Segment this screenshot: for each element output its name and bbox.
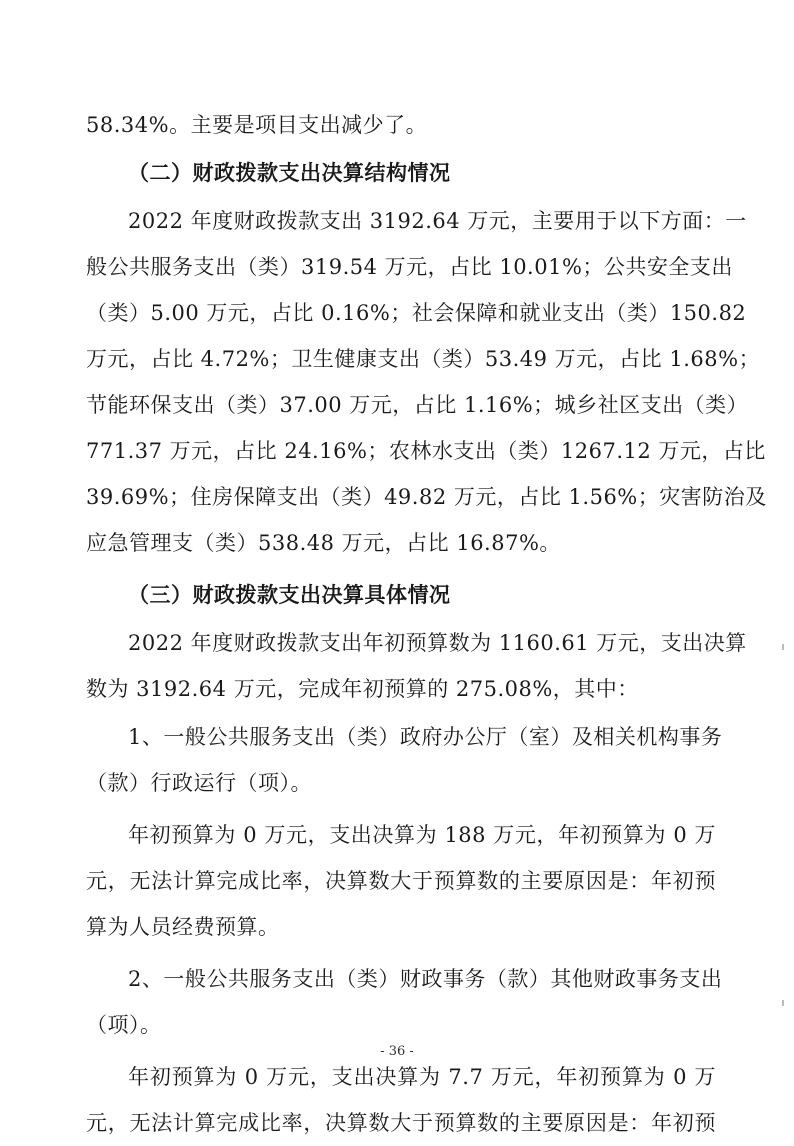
item-heading-line: （款）行政运行（项）。 [86,771,312,795]
paragraph-line: 数为 3192.64 万元，完成年初预算的 275.08%，其中： [86,677,639,701]
section-heading-structure: （二）财政拨款支出决算结构情况 [128,161,451,185]
paragraph-line: 2022 年度财政拨款支出 3192.64 万元，主要用于以下方面：一 [128,209,747,233]
paragraph-line: 元，无法计算完成比率，决算数大于预算数的主要原因是：年初预 [86,1111,716,1135]
paragraph-line: 应急管理支（类）538.48 万元，占比 16.87%。 [86,531,561,555]
section-heading-detail: （三）财政拨款支出决算具体情况 [128,583,451,607]
item-heading-line: 1、一般公共服务支出（类）政府办公厅（室）及相关机构事务 [128,725,723,749]
paragraph-line: 般公共服务支出（类）319.54 万元，占比 10.01%；公共安全支出 [86,255,733,279]
paragraph-line: 39.69%；住房保障支出（类）49.82 万元，占比 1.56%；灾害防治及 [86,485,767,509]
scan-speck [782,644,784,650]
paragraph-line: 万元，占比 4.72%；卫生健康支出（类）53.49 万元，占比 1.68%； [86,347,761,371]
paragraph-line: 节能环保支出（类）37.00 万元，占比 1.16%；城乡社区支出（类） [86,393,749,417]
paragraph-line: （类）5.00 万元，占比 0.16%；社会保障和就业支出（类）150.82 [86,301,747,325]
paragraph-line: 2022 年度财政拨款支出年初预算数为 1160.61 万元，支出决算 [128,631,747,655]
paragraph-line: 元，无法计算完成比率，决算数大于预算数的主要原因是：年初预 [86,869,716,893]
page-number: - 36 - [380,1044,414,1059]
paragraph-line: 算为人员经费预算。 [86,915,280,939]
document-body [86,102,767,1146]
paragraph-line: 771.37 万元，占比 24.16%；农林水支出（类）1267.12 万元，占比 [86,439,766,463]
scan-speck [782,1000,784,1006]
item-heading-line: 2、一般公共服务支出（类）财政事务（款）其他财政事务支出 [128,967,723,991]
paragraph-line: 年初预算为 0 万元，支出决算为 188 万元，年初预算为 0 万 [128,823,716,847]
paragraph-line: 58.34%。主要是项目支出减少了。 [86,113,428,137]
paragraph-line: 年初预算为 0 万元，支出决算为 7.7 万元，年初预算为 0 万 [128,1065,716,1089]
item-heading-line: （项）。 [86,1013,162,1037]
